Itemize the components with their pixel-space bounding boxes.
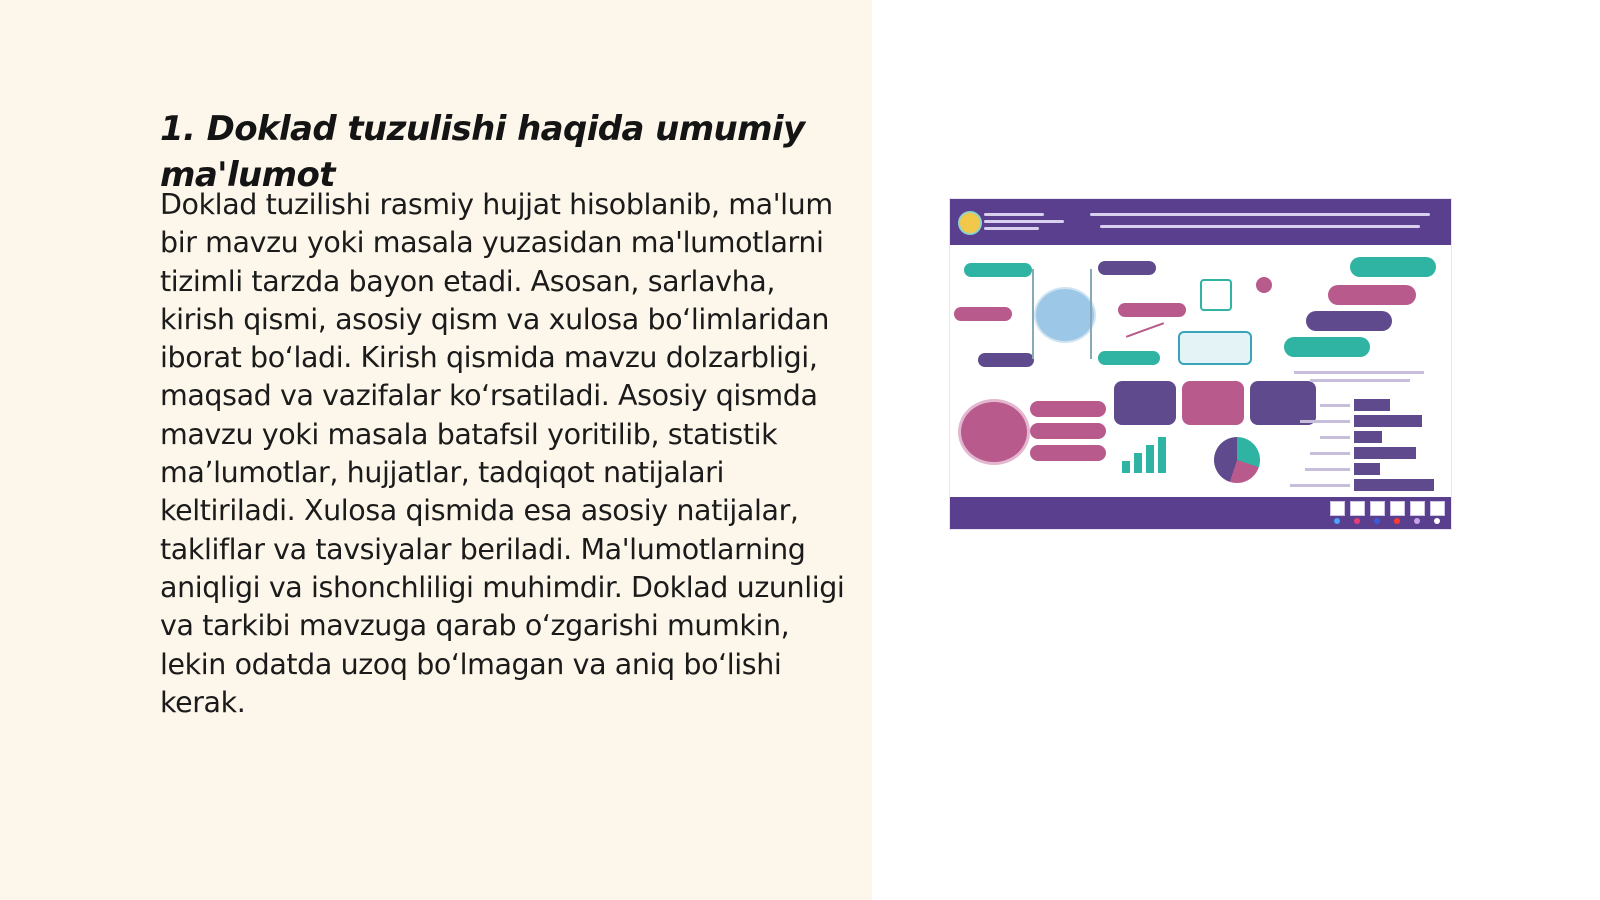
- infographic-image: [950, 199, 1451, 529]
- infographic-footer: [950, 497, 1451, 529]
- slide-heading: 1. Doklad tuzulishi haqida umumiy ma'lumot: [160, 109, 805, 195]
- slide-body-text: Doklad tuzilishi rasmiy hujjat hisoblanib, ma'lum bir mavzu yoki masala yuzasidan ma'lumotlarni tizimli tarzda bayon etadi. Asosan, sarlavha, kirish qismi, asosiy qism va xulosa boʻlimlaridan iborat boʻladi. Kirish qismida mavzu dolzarbligi, maqsad va vazifalar koʻrsatiladi. Asosiy qismda mavzu yoki masala batafsil yoritilib, statistik maʼlumotlar, hujjatlar, tadqiqot natijalari keltiriladi. Xulosa qismida esa asosiy natijalar, takliflar va tavsiyalar beriladi. Ma'lumotlarning aniqligi va ishonchliligi muhimdir. Doklad uzunligi va tarkibi mavzuga qarab oʻzgarishi mumkin, lekin odatda uzoq boʻlmagan va aniq boʻlishi kerak.: [160, 188, 845, 719]
- infographic-header: [950, 199, 1451, 245]
- logo-icon: [958, 211, 982, 235]
